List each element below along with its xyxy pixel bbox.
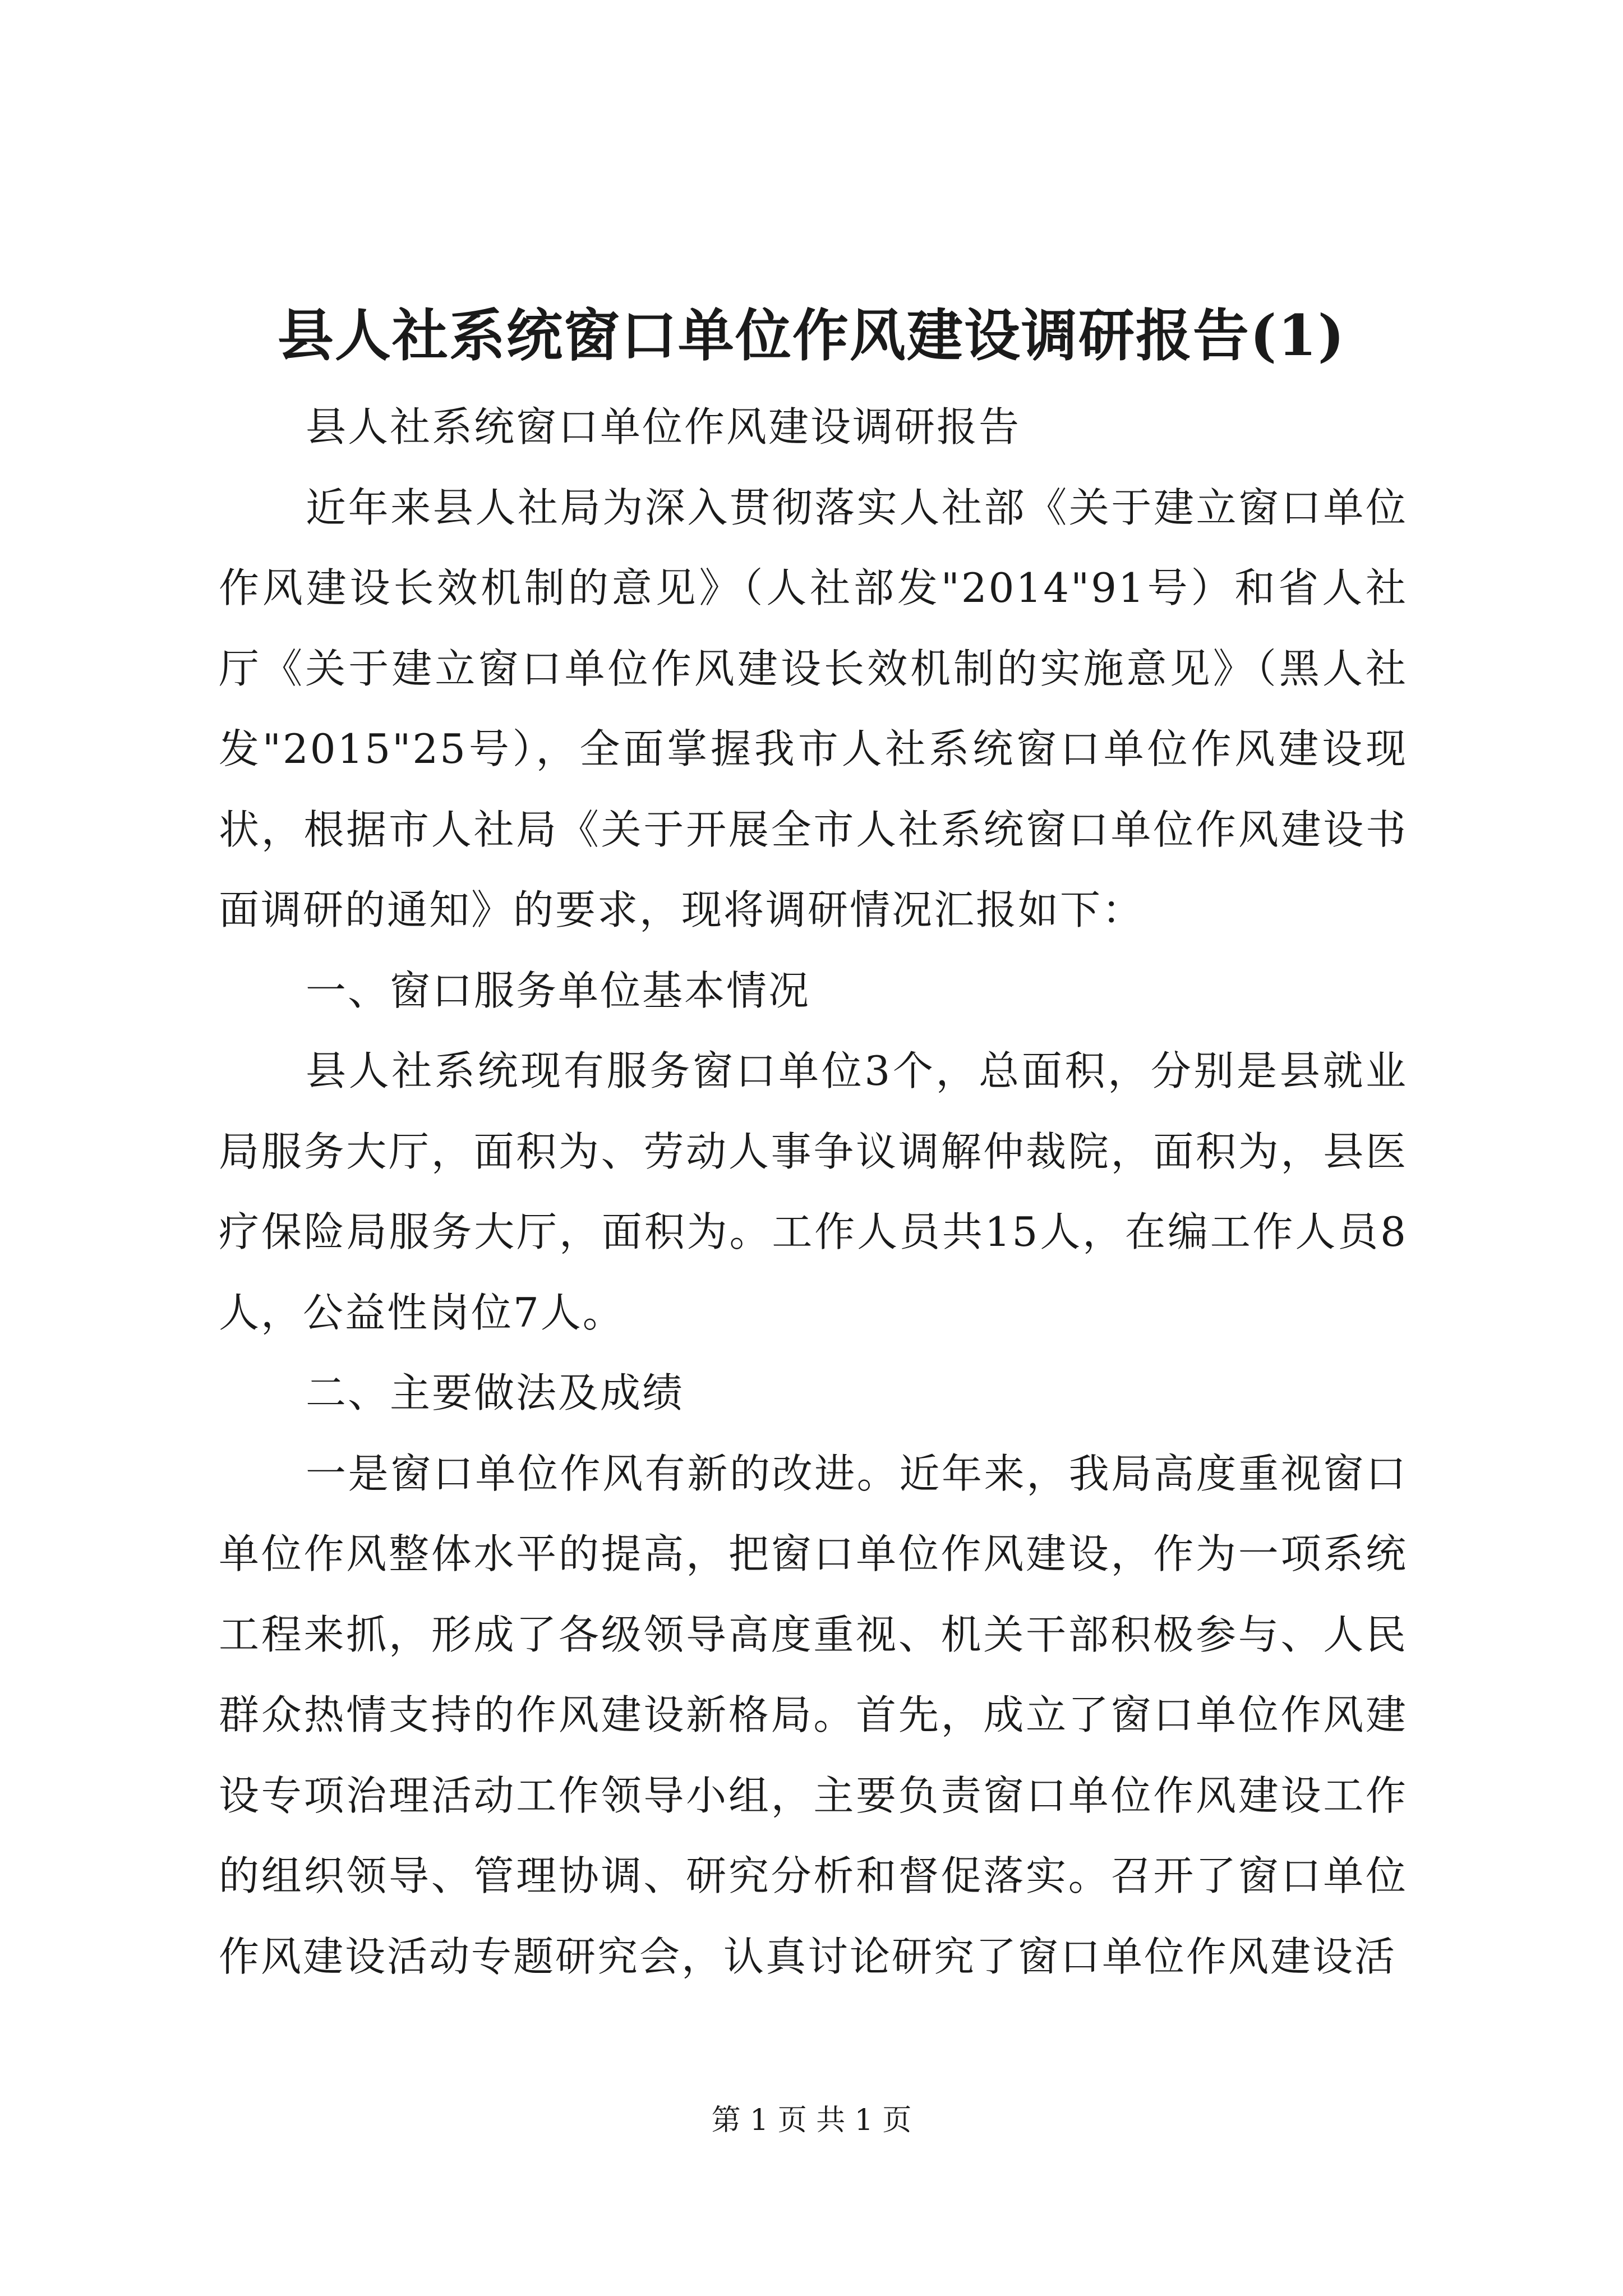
paragraph-practices: 一是窗口单位作风有新的改进。近年来，我局高度重视窗口单位作风整体水平的提高，把窗口单位作风建设，作为一项系统工程来抓，形成了各级领导高度重视、机关干部积极参与、人民群众热情支持的作风建设新格局。首先，成立了窗口单位作风建设专项治理活动工作领导小组，主要负责窗口单位作风建设工作的组织领导、管理协调、研究分析和督促落实。召开了窗口单位作风建设活动专题研究会，认真讨论研究了窗口单位作风建设活 bbox=[219, 1450, 1408, 1980]
paragraph-basic-info: 县人社系统现有服务窗口单位3个，总面积，分别是县就业局服务大厅，面积为、劳动人事争议调解仲裁院，面积为，县医疗保险局服务大厅，面积为。工作人员共15人，在编工作人员8人，公益性岗位7人。 bbox=[219, 1047, 1408, 1336]
document-body bbox=[219, 387, 1408, 1997]
paragraph-intro: 近年来县人社局为深入贯彻落实人社部《关于建立窗口单位作风建设长效机制的意见》（人社部发"2014"91号）和省人社厅《关于建立窗口单位作风建设长效机制的实施意见》（黑人社发"2015"25号），全面掌握我市人社系统窗口单位作风建设现状，根据市人社局《关于开展全市人社系统窗口单位作风建设书面调研的通知》的要求，现将调研情况汇报如下： bbox=[219, 484, 1408, 933]
section-heading-basic-info: 一、窗口服务单位基本情况 bbox=[306, 967, 811, 1014]
paragraph-subtitle: 县人社系统窗口单位作风建设调研报告 bbox=[306, 403, 1021, 450]
document-title: 县人社系统窗口单位作风建设调研报告(1) bbox=[277, 302, 1346, 369]
page-footer: 第 1 页 共 1 页 bbox=[711, 2104, 912, 2137]
section-heading-practices: 二、主要做法及成绩 bbox=[306, 1369, 685, 1416]
